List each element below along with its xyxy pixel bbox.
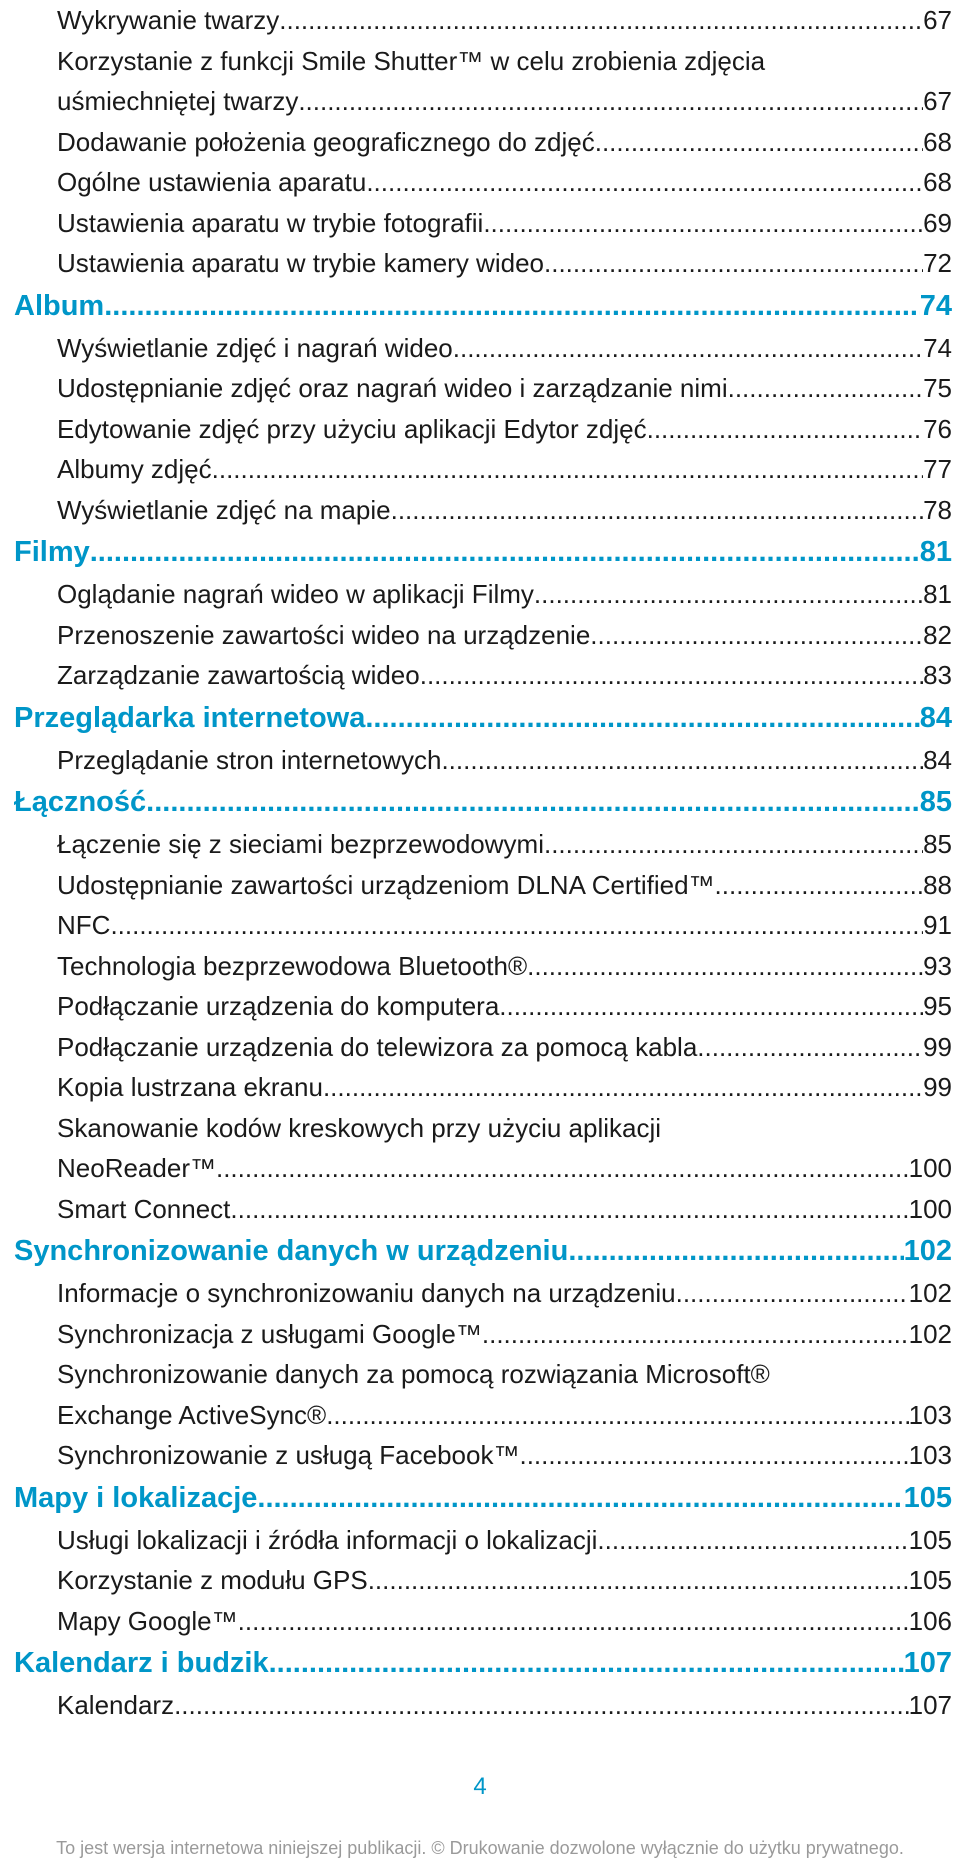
toc-section-entry[interactable] — [0, 986, 960, 1027]
toc-entry-page-number: 105 — [908, 1565, 952, 1595]
toc-section-entry[interactable] — [0, 41, 960, 122]
toc-entry-page-number: 105 — [908, 1524, 952, 1555]
dot-leader — [216, 1148, 909, 1189]
toc-entry-title: Ustawienia aparatu w trybie kamery wideo — [57, 248, 544, 278]
toc-section-entry[interactable] — [0, 1189, 960, 1230]
toc-section-entry[interactable] — [0, 1067, 960, 1108]
toc-entry-page-number: 83 — [923, 660, 952, 690]
toc-entry-page-number: 85 — [923, 829, 952, 859]
toc-entry-page-number: 85 — [919, 786, 952, 818]
toc-section-entry[interactable] — [0, 1108, 960, 1189]
toc-chapter-entry[interactable] — [0, 530, 960, 574]
toc-entry-page-number: 93 — [923, 950, 952, 981]
page-number: 4 — [473, 1773, 487, 1800]
dot-leader — [257, 1476, 903, 1520]
toc-entry-title: Kalendarz i budzik — [14, 1647, 269, 1679]
toc-chapter-entry[interactable] — [0, 1641, 960, 1685]
dot-leader — [544, 824, 923, 865]
toc-entry-title: Mapy Google™ — [57, 1605, 238, 1636]
toc-entry-page-number: 74 — [919, 289, 952, 322]
toc-entry-title: Smart Connect — [57, 1193, 231, 1224]
toc-entry-title: Wyświetlanie zdjęć na mapie — [57, 494, 391, 525]
toc-section-entry[interactable] — [0, 1354, 960, 1435]
toc-entry-title: Albumy zdjęć — [57, 454, 212, 484]
toc-entry-page-number: 100 — [908, 1153, 952, 1183]
toc-entry-page-number: 74 — [923, 332, 952, 363]
toc-entry-title: Synchronizowanie z usługą Facebook™ — [57, 1440, 520, 1470]
toc-entry-title-line1: Korzystanie z funkcji Smile Shutter™ w celu zrobienia zdjęcia — [57, 45, 766, 76]
toc-chapter-entry[interactable] — [0, 696, 960, 740]
toc-entry-page-number: 69 — [923, 207, 952, 238]
toc-entry-page-number: 84 — [919, 701, 952, 734]
toc-entry-title: NFC — [57, 910, 111, 940]
dot-leader — [146, 780, 920, 824]
toc-section-entry[interactable] — [0, 615, 960, 656]
toc-entry-title: Wykrywanie twarzy — [57, 5, 280, 35]
toc-entry-title: Przeglądarka internetowa — [14, 701, 366, 734]
toc-section-entry[interactable] — [0, 946, 960, 987]
toc-section-entry[interactable] — [0, 203, 960, 244]
toc-section-entry[interactable] — [0, 328, 960, 369]
toc-section-entry[interactable] — [0, 1435, 960, 1476]
toc-chapter-entry[interactable] — [0, 780, 960, 824]
dot-leader — [420, 655, 923, 696]
toc-section-entry[interactable] — [0, 1685, 960, 1726]
dot-leader — [715, 865, 924, 906]
toc-entry-title: Technologia bezprzewodowa Bluetooth® — [57, 950, 528, 981]
dot-leader — [483, 203, 923, 244]
toc-section-entry[interactable] — [0, 655, 960, 696]
dot-leader — [104, 284, 920, 328]
toc-section-entry[interactable] — [0, 368, 960, 409]
dot-leader — [728, 368, 923, 409]
dot-leader — [323, 1067, 923, 1108]
dot-leader — [279, 0, 923, 41]
dot-leader — [544, 243, 923, 284]
dot-leader — [269, 1641, 904, 1685]
toc-entry-page-number: 106 — [908, 1605, 952, 1636]
toc-entry-title: Udostępnianie zdjęć oraz nagrań wideo i zarządzanie nimi — [57, 373, 728, 403]
footer-note: To jest wersja internetowa niniejszej publikacji. © Drukowanie dozwolone wyłącznie do użytku prywatnego. — [56, 1838, 904, 1858]
dot-leader — [391, 490, 923, 531]
toc-entry-page-number: 102 — [903, 1235, 952, 1267]
toc-entry-page-number: 103 — [908, 1399, 952, 1430]
dot-leader — [326, 1395, 908, 1436]
toc-entry-page-number: 102 — [908, 1318, 952, 1349]
toc-entry-title: Ogólne ustawienia aparatu — [57, 167, 367, 197]
dot-leader — [365, 696, 919, 740]
toc-entry-page-number: 81 — [923, 579, 952, 609]
toc-section-entry[interactable] — [0, 449, 960, 490]
toc-section-entry[interactable] — [0, 905, 960, 946]
toc-entry-page-number: 99 — [923, 1072, 952, 1102]
toc-entry-title: Łączność — [14, 786, 147, 818]
dot-leader — [697, 1027, 923, 1068]
dot-leader — [90, 530, 920, 574]
dot-leader — [482, 1314, 909, 1355]
toc-entry-title-line1: Synchronizowanie danych za pomocą rozwiązania Microsoft® — [57, 1359, 770, 1389]
toc-section-entry[interactable] — [0, 1601, 960, 1642]
toc-entry-title: Dodawanie położenia geograficznego do zdjęć — [57, 126, 595, 157]
dot-leader — [110, 905, 923, 946]
toc-entry-page-number: 107 — [908, 1690, 952, 1720]
toc-entry-title: Łączenie się z sieciami bezprzewodowymi — [57, 829, 544, 859]
toc-entry-title: Synchronizowanie danych w urządzeniu — [14, 1235, 569, 1267]
dot-leader — [676, 1273, 909, 1314]
dot-leader — [298, 81, 923, 122]
dot-leader — [527, 946, 923, 987]
toc-entry-page-number: 95 — [923, 991, 952, 1021]
toc-section-entry[interactable] — [0, 1273, 960, 1314]
toc-section-entry[interactable] — [0, 122, 960, 163]
toc-section-entry[interactable] — [0, 865, 960, 906]
dot-leader — [366, 162, 923, 203]
toc-entry-page-number: 88 — [923, 869, 952, 900]
dot-leader — [590, 615, 923, 656]
toc-section-entry[interactable] — [0, 574, 960, 615]
toc-entry-page-number: 68 — [923, 167, 952, 197]
toc-entry-title: Synchronizacja z usługami Google™ — [57, 1318, 482, 1349]
dot-leader — [519, 1435, 908, 1476]
toc-entry-page-number: 72 — [923, 248, 952, 278]
toc-entry-title: uśmiechniętej twarzy — [57, 86, 299, 116]
dot-leader — [568, 1229, 903, 1273]
toc-entry-page-number: 81 — [919, 536, 952, 568]
toc-chapter-entry[interactable] — [0, 1476, 960, 1520]
toc-entry-page-number: 100 — [908, 1193, 952, 1224]
toc-entry-page-number: 99 — [923, 1031, 952, 1062]
toc-entry-title-line1: Skanowanie kodów kreskowych przy użyciu aplikacji — [57, 1112, 662, 1143]
dot-leader — [212, 449, 923, 490]
toc-section-entry[interactable] — [0, 409, 960, 450]
dot-leader — [597, 1520, 908, 1561]
toc-entry-page-number: 102 — [908, 1278, 952, 1308]
dot-leader — [174, 1685, 909, 1726]
toc-entry-title: Przeglądanie stron internetowych — [57, 744, 442, 775]
toc-entry-title: Wyświetlanie zdjęć i nagrań wideo — [57, 332, 453, 363]
toc-section-entry[interactable] — [0, 490, 960, 531]
toc-entry-page-number: 84 — [923, 744, 952, 775]
toc-entry-page-number: 67 — [923, 86, 952, 116]
toc-section-entry[interactable] — [0, 1520, 960, 1561]
toc-entry-title: Edytowanie zdjęć przy użyciu aplikacji Edytor zdjęć — [57, 413, 647, 444]
toc-entry-title: Album — [14, 289, 105, 322]
dot-leader — [368, 1560, 909, 1601]
dot-leader — [534, 574, 923, 615]
toc-entry-title: Podłączanie urządzenia do telewizora za pomocą kabla — [57, 1031, 698, 1062]
toc-entry-title: Mapy i lokalizacje — [14, 1481, 258, 1514]
toc-entry-title: Oglądanie nagrań wideo w aplikacji Filmy — [57, 579, 534, 609]
toc-entry-page-number: 75 — [923, 373, 952, 403]
toc-section-entry[interactable] — [0, 1560, 960, 1601]
toc-entry-title: Kopia lustrzana ekranu — [57, 1072, 323, 1102]
toc-entry-page-number: 82 — [923, 619, 952, 650]
toc-section-entry[interactable] — [0, 243, 960, 284]
toc-entry-page-number: 67 — [923, 5, 952, 35]
toc-entry-page-number: 78 — [923, 494, 952, 525]
toc-section-entry[interactable] — [0, 162, 960, 203]
toc-chapter-entry[interactable] — [0, 284, 960, 328]
toc-chapter-entry[interactable] — [0, 1229, 960, 1273]
toc-entry-title: Usługi lokalizacji i źródła informacji o lokalizacji — [57, 1524, 598, 1555]
dot-leader — [238, 1601, 909, 1642]
dot-leader — [230, 1189, 908, 1230]
toc-entry-page-number: 103 — [908, 1440, 952, 1470]
toc-section-entry[interactable] — [0, 1314, 960, 1355]
toc-entry-page-number: 68 — [923, 126, 952, 157]
toc-entry-page-number: 77 — [923, 454, 952, 484]
toc-entry-page-number: 107 — [903, 1647, 952, 1679]
dot-leader — [647, 409, 923, 450]
toc-entry-title: Ustawienia aparatu w trybie fotografii — [57, 207, 484, 238]
toc-entry-page-number: 76 — [923, 413, 952, 444]
toc-entry-title: Kalendarz — [57, 1690, 175, 1720]
toc-entry-title: Korzystanie z modułu GPS — [57, 1565, 368, 1595]
toc-section-entry[interactable] — [0, 1027, 960, 1068]
dot-leader — [595, 122, 923, 163]
toc-entry-title: Filmy — [14, 536, 90, 568]
dot-leader — [499, 986, 923, 1027]
toc-entry-title: Zarządzanie zawartością wideo — [57, 660, 420, 690]
toc-entry-title: Przenoszenie zawartości wideo na urządzenie — [57, 619, 591, 650]
toc-entry-title: Informacje o synchronizowaniu danych na urządzeniu — [57, 1278, 676, 1308]
toc-entry-title: Udostępnianie zawartości urządzeniom DLNA Certified™ — [57, 869, 715, 900]
toc-entry-page-number: 91 — [923, 910, 952, 940]
toc-entry-page-number: 105 — [903, 1481, 952, 1514]
toc-entry-title: Podłączanie urządzenia do komputera — [57, 991, 500, 1021]
toc-section-entry[interactable] — [0, 0, 960, 41]
toc-section-entry[interactable] — [0, 824, 960, 865]
toc-entry-title: Exchange ActiveSync® — [57, 1399, 327, 1430]
dot-leader — [453, 328, 923, 369]
toc-entry-title: NeoReader™ — [57, 1153, 216, 1183]
toc-section-entry[interactable] — [0, 740, 960, 781]
dot-leader — [441, 740, 923, 781]
